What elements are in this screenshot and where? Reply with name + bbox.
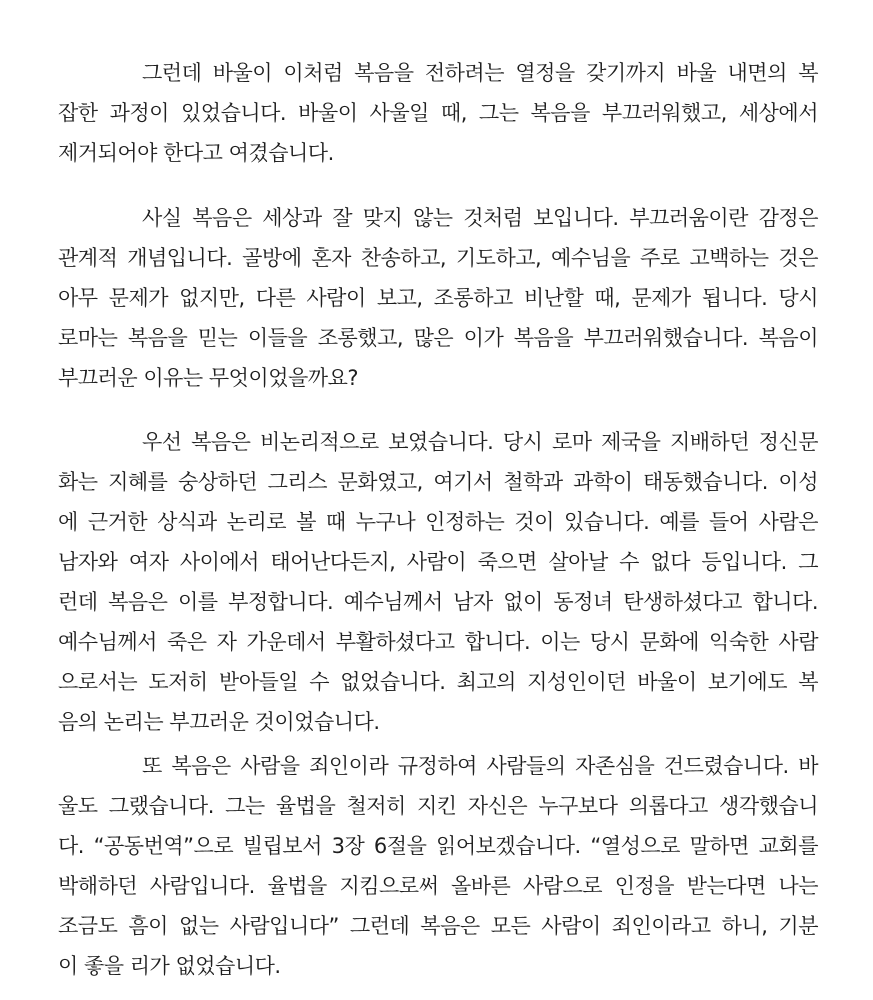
paragraph-line: 런데 복음은 이를 부정합니다. 예수님께서 남자 없이 동정녀 탄생하셨다고 합니다. xyxy=(58,590,818,614)
paragraph-line: 남자와 여자 사이에서 태어난다든지, 사람이 죽으면 살아날 수 없다 등입니다. 그 xyxy=(58,550,818,574)
paragraph-line: 울도 그랬습니다. 그는 율법을 철저히 지킨 자신은 누구보다 의롭다고 생각했습니 xyxy=(58,794,818,818)
paragraph-line: 제거되어야 한다고 여겼습니다. xyxy=(58,141,334,165)
paragraph-line: 관계적 개념입니다. 골방에 혼자 찬송하고, 기도하고, 예수님을 주로 고백하는 것은 xyxy=(58,246,818,270)
paragraph-line: 부끄러운 이유는 무엇이었을까요? xyxy=(58,366,358,390)
paragraph-line: 우선 복음은 비논리적으로 보였습니다. 당시 로마 제국을 지배하던 정신문 xyxy=(142,430,818,454)
paragraph-line: 화는 지혜를 숭상하던 그리스 문화였고, 여기서 철학과 과학이 태동했습니다. 이성 xyxy=(58,470,818,494)
paragraph-line: 에 근거한 상식과 논리로 볼 때 누구나 인정하는 것이 있습니다. 예를 들어 사람은 xyxy=(58,510,818,534)
paragraph-line: 또 복음은 사람을 죄인이라 규정하여 사람들의 자존심을 건드렸습니다. 바 xyxy=(142,754,818,778)
paragraph-line: 이 좋을 리가 없었습니다. xyxy=(58,954,281,978)
paragraph-line: 음의 논리는 부끄러운 것이었습니다. xyxy=(58,710,380,734)
paragraph-2 xyxy=(58,198,818,398)
paragraph-4 xyxy=(58,746,818,986)
paragraph-line: 으로서는 도저히 받아들일 수 없었습니다. 최고의 지성인이던 바울이 보기에도 복 xyxy=(58,670,818,694)
paragraph-line: 로마는 복음을 믿는 이들을 조롱했고, 많은 이가 복음을 부끄러워했습니다. 복음이 xyxy=(58,326,818,350)
paragraph-line: 다. “공동번역”으로 빌립보서 3장 6절을 읽어보겠습니다. “열성으로 말하면 교회를 xyxy=(58,834,818,858)
paragraph-line: 아무 문제가 없지만, 다른 사람이 보고, 조롱하고 비난할 때, 문제가 됩니다. 당시 xyxy=(58,286,818,310)
paragraph-line: 잡한 과정이 있었습니다. 바울이 사울일 때, 그는 복음을 부끄러워했고, 세상에서 xyxy=(58,101,818,125)
paragraph-line: 조금도 흠이 없는 사람입니다” 그런데 복음은 모든 사람이 죄인이라고 하니, 기분 xyxy=(58,914,818,938)
paragraph-line: 그런데 바울이 이처럼 복음을 전하려는 열정을 갖기까지 바울 내면의 복 xyxy=(142,61,818,85)
paragraph-line: 사실 복음은 세상과 잘 맞지 않는 것처럼 보입니다. 부끄러움이란 감정은 xyxy=(142,206,818,230)
paragraph-1 xyxy=(58,53,818,173)
paragraph-3 xyxy=(58,422,818,742)
paragraph-line: 예수님께서 죽은 자 가운데서 부활하셨다고 합니다. 이는 당시 문화에 익숙한 사람 xyxy=(58,630,818,654)
paragraph-line: 박해하던 사람입니다. 율법을 지킴으로써 올바른 사람으로 인정을 받는다면 나는 xyxy=(58,874,818,898)
